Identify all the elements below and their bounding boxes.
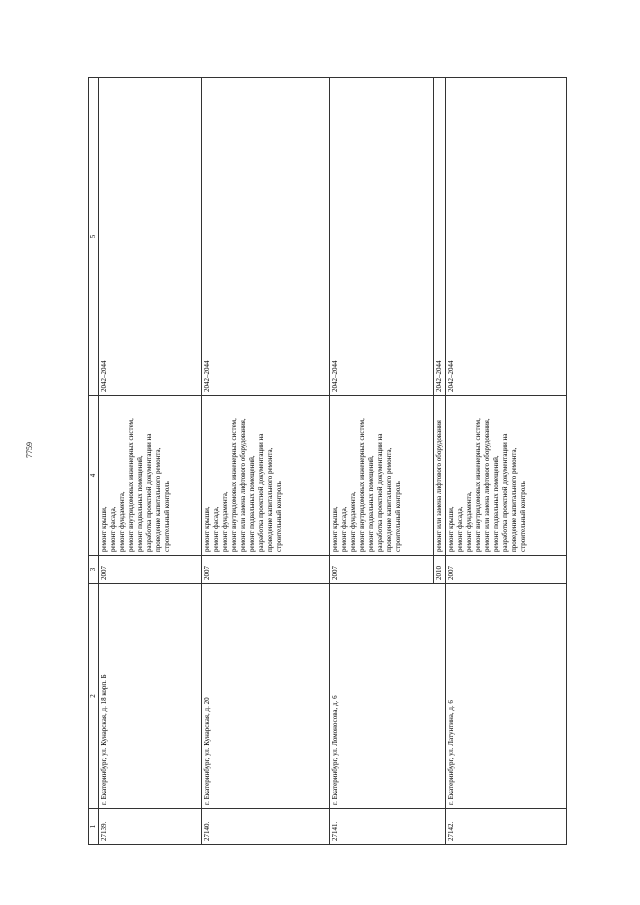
- work-item: ремонт фасада,: [456, 506, 464, 552]
- row-period: 2042–2044: [446, 78, 567, 396]
- work-item: ремонт подвальных помещений,: [136, 455, 144, 552]
- work-item: ремонт крыши,: [331, 506, 339, 552]
- work-item: разработка проектной документации на: [257, 433, 265, 552]
- work-item: ремонт фундамента,: [349, 491, 357, 552]
- row-year: 2007: [446, 556, 567, 584]
- header-col-3: 3: [89, 556, 99, 584]
- row-number: 27140.: [202, 809, 330, 845]
- work-item: ремонт или замена лифтового оборудования: [435, 420, 443, 552]
- work-item: проведение капитального ремонта,: [154, 447, 162, 552]
- work-item: строительный контроль: [163, 481, 171, 552]
- work-item: ремонт фасада,: [212, 506, 220, 552]
- work-item: ремонт фасада,: [109, 506, 117, 552]
- work-item: разработка проектной документации на: [501, 433, 509, 552]
- row-period: 2042–2044: [202, 78, 330, 396]
- row-year: 2007: [330, 556, 434, 584]
- row-period: 2042–2044: [99, 78, 202, 396]
- capital-repair-table: [88, 77, 567, 845]
- work-item: ремонт внутридомовых инженерных систем,: [127, 418, 135, 552]
- work-item: ремонт крыши,: [447, 506, 455, 552]
- work-item: строительный контроль: [519, 481, 527, 552]
- row-address: г. Екатеринбург, ул. Кунарская, д. 20: [202, 584, 330, 809]
- page-number: 7759: [25, 442, 34, 458]
- row-year: 2007: [99, 556, 202, 584]
- row-period: 2042–2044: [434, 78, 446, 396]
- row-period: 2042–2044: [330, 78, 434, 396]
- header-col-5: 5: [89, 78, 99, 396]
- work-item: ремонт внутридомовых инженерных систем,: [358, 418, 366, 552]
- work-item: строительный контроль: [275, 481, 283, 552]
- row-year: 2010: [434, 556, 446, 584]
- rotated-table-container: [88, 77, 566, 845]
- header-col-2: 2: [89, 584, 99, 809]
- row-address: г. Екатеринбург, ул. Латунтина, д. 6: [446, 584, 567, 809]
- row-works: [99, 396, 202, 556]
- work-item: ремонт подвальных помещений,: [248, 455, 256, 552]
- work-item: ремонт подвальных помещений,: [492, 455, 500, 552]
- work-item: ремонт крыши,: [100, 506, 108, 552]
- work-item: ремонт фасада,: [340, 506, 348, 552]
- work-item: проведение капитального ремонта,: [385, 447, 393, 552]
- row-works: [446, 396, 567, 556]
- table-row: [202, 78, 330, 845]
- work-item: ремонт крыши,: [203, 506, 211, 552]
- work-item: ремонт фундамента,: [118, 491, 126, 552]
- work-item: ремонт внутридомовых инженерных систем,: [474, 418, 482, 552]
- row-address: г. Екатеринбург, ул. Кунарская, д. 18 корп. Б: [99, 584, 202, 809]
- work-item: ремонт внутридомовых инженерных систем,: [230, 418, 238, 552]
- work-item: проведение капитального ремонта,: [266, 447, 274, 552]
- work-item: ремонт фундамента,: [465, 491, 473, 552]
- work-item: строительный контроль: [394, 481, 402, 552]
- work-item: ремонт или замена лифтового оборудования,: [483, 418, 491, 552]
- row-works: [202, 396, 330, 556]
- row-number: 27141.: [330, 809, 446, 845]
- work-item: ремонт подвальных помещений,: [367, 455, 375, 552]
- row-number: 27139.: [99, 809, 202, 845]
- work-item: проведение капитального ремонта,: [510, 447, 518, 552]
- row-address: г. Екатеринбург, ул. Ломоносова, д. 6: [330, 584, 446, 809]
- row-works: [434, 396, 446, 556]
- table-row: [446, 78, 567, 845]
- header-col-4: 4: [89, 396, 99, 556]
- work-item: разработка проектной документации на: [376, 433, 384, 552]
- work-item: разработка проектной документации на: [145, 433, 153, 552]
- table-row: [330, 78, 434, 845]
- header-col-1: 1: [89, 809, 99, 845]
- row-year: 2007: [202, 556, 330, 584]
- row-works: [330, 396, 434, 556]
- table-row: [99, 78, 202, 845]
- header-row: [89, 78, 99, 845]
- work-item: ремонт фундамента,: [221, 491, 229, 552]
- work-item: ремонт или замена лифтового оборудования,: [239, 418, 247, 552]
- row-number: 27142.: [446, 809, 567, 845]
